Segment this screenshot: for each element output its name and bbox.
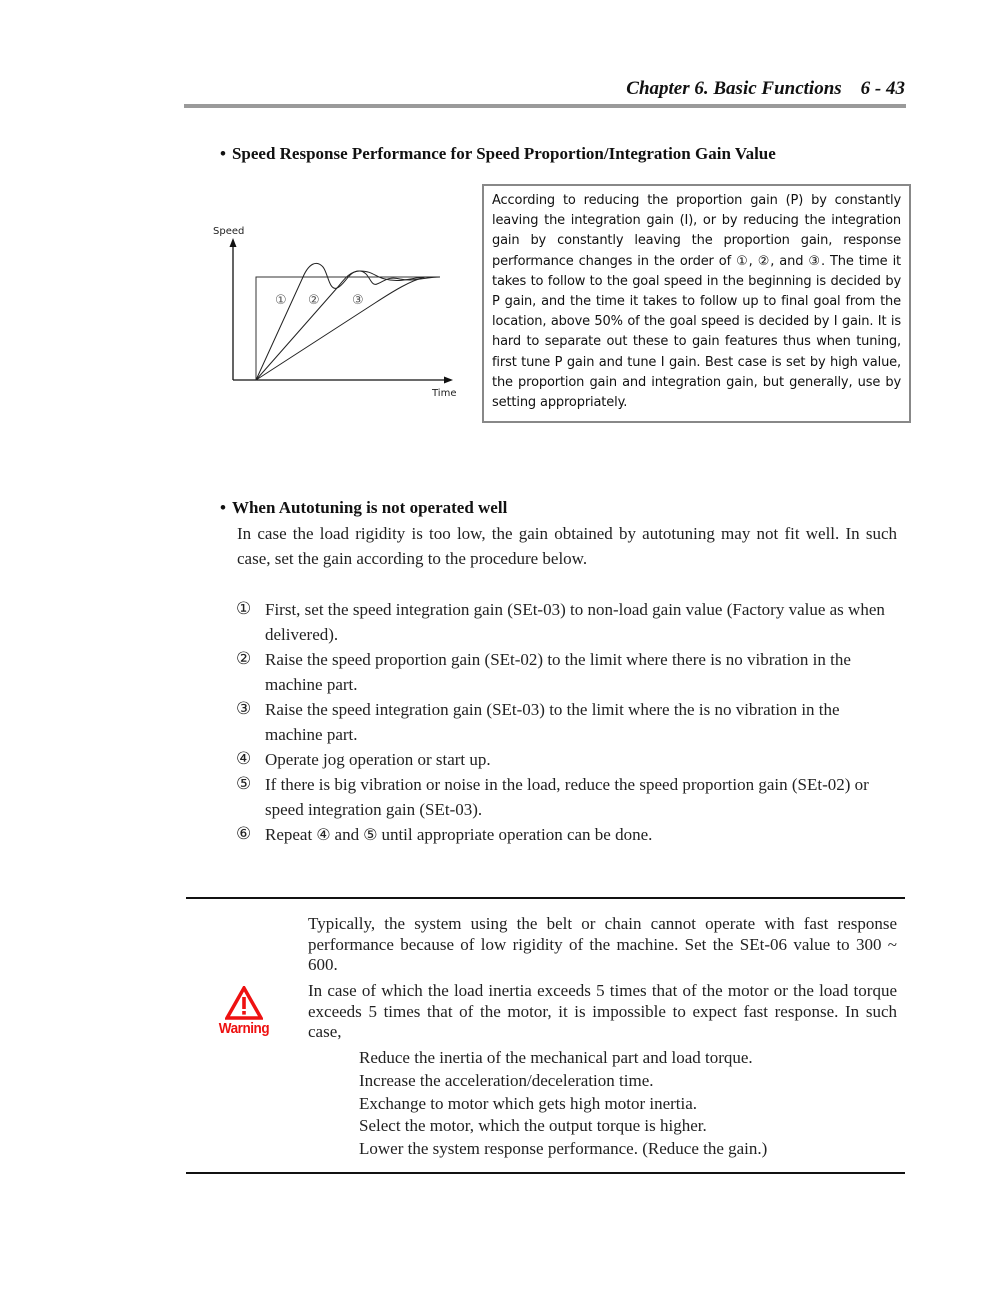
curve-1-marker: ① [275,293,287,308]
step-number: ⑤ [236,774,252,794]
step-text [265,822,896,847]
warning-paragraph-2: In case of which the load inertia exceeds 5 times that of the motor or the load torque exceeds 5 times that of the motor, it is impossible to expect fast response. In such case, [308,981,897,1041]
step-number: ① [236,599,252,619]
step-item [236,772,896,822]
step-text: Raise the speed proportion gain (SEt-02) to the limit where there is no vibration in the machine part. [265,650,851,694]
header-rule [184,104,906,108]
step-item [236,822,896,847]
remedy-item: Select the motor, which the output torque is higher. [359,1116,707,1136]
info-box [482,184,911,423]
x-axis-label: Time [432,388,457,399]
step-text: First, set the speed integration gain (SEt-03) to non-load gain value (Factory value as when delivered). [265,600,885,644]
speed-response-chart [205,215,465,405]
step-item [236,597,896,647]
warning-label: Warning [218,1020,270,1037]
step-text-part: until appropriate operation can be done. [381,825,653,844]
step-number: ④ [236,749,252,769]
step-item [236,697,896,747]
step-text-part: and [334,825,360,844]
step-text: Raise the speed integration gain (SEt-03) to the limit where the is no vibration in the machine part. [265,700,840,744]
bullet-icon: • [220,498,226,517]
step-number: ⑥ [236,824,252,844]
autotuning-intro: In case the load rigidity is too low, the gain obtained by autotuning may not fit well. In such case, set the gain according to the procedure below. [237,524,897,568]
bullet-icon: • [220,144,226,163]
warning-top-rule [186,897,905,899]
step-number: ② [236,649,252,669]
curve-3-marker: ③ [352,293,364,308]
section-heading-autotuning [220,498,507,518]
info-box-text: According to reducing the proportion gain (P) by constantly leaving the integration gain (I), or by reducing the integration gain by constantly leaving the proportion gain, response performance changes in the order of ①, ②, and ③. The time it takes to follow to the goal speed in the beginning is decided by P gain, and the time it takes to follow up to final goal from the location, above 50% of the goal speed is decided by I gain. It is hard to separate out these to gain features thus when tuning, first tune P gain and tune I gain. Best case is set by high value, the proportion gain and integration gain, but generally, use by setting appropriately. [492,193,901,411]
section-heading-text: Speed Response Performance for Speed Proportion/Integration Gain Value [231,144,776,163]
step-item [236,647,896,697]
remedy-item: Exchange to motor which gets high motor inertia. [359,1093,698,1113]
remedy-item: Reduce the inertia of the mechanical part and load torque. [359,1048,753,1067]
step-number: ③ [236,699,252,719]
section-heading-speed-response [220,144,776,164]
chapter-title: Chapter 6. Basic Functions [626,78,842,99]
curve-2-marker: ② [308,293,320,308]
step-ref-5: ⑤ [363,825,378,844]
step-ref-4: ④ [316,825,331,844]
step-text: If there is big vibration or noise in the load, reduce the speed proportion gain (SEt-02) or speed integration gain (SEt-03). [265,775,869,819]
y-axis-label: Speed [213,226,245,237]
warning-paragraph-1: Typically, the system using the belt or chain cannot operate with fast response performance because of low rigidity of the machine. Set the SEt-06 value to 300 ~ 600. [308,914,897,974]
page-number: 6 - 43 [860,78,905,99]
warning-badge [212,986,276,1046]
step-text: Operate jog operation or start up. [265,750,491,769]
section-heading-text: When Autotuning is not operated well [231,498,508,517]
remedy-item: Lower the system response performance. (Reduce the gain.) [359,1139,768,1159]
procedure-steps [236,597,896,847]
step-item [236,747,896,772]
page-header [626,78,905,100]
warning-bottom-rule [186,1172,905,1174]
warning-triangle-icon [225,986,263,1020]
warning-remedies-list [359,1047,767,1161]
step-text-part: Repeat [265,825,313,844]
remedy-item: Increase the acceleration/deceleration time. [359,1070,654,1090]
